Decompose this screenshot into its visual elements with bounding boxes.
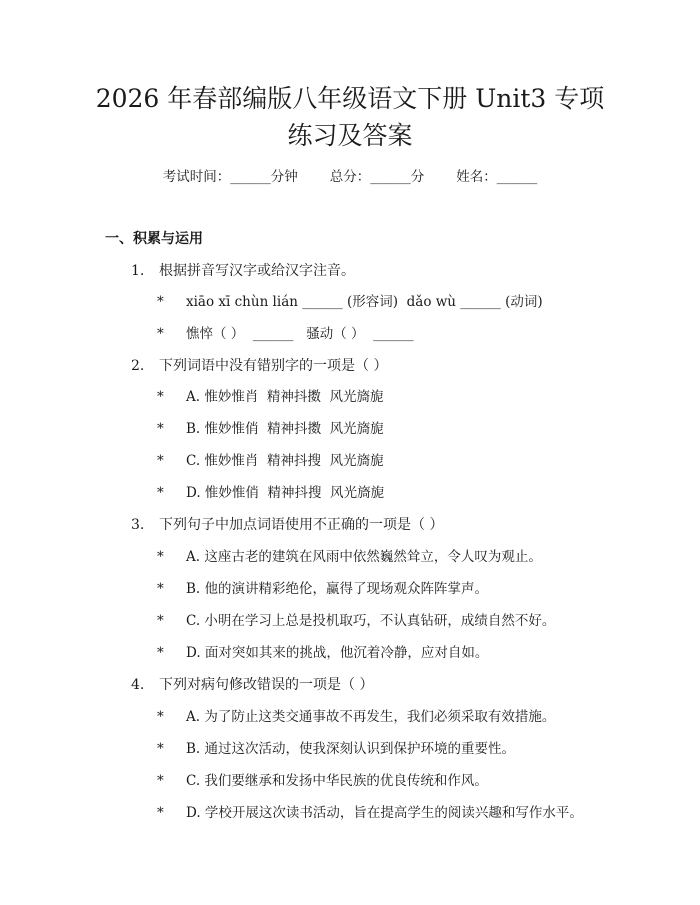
exam-info-line [0,167,700,187]
option-a [157,547,542,567]
option-text: B. 通过这次活动，使我深刻认识到保护环境的重要性。 [186,741,516,757]
question-number: 2. [131,358,145,374]
bullet-star-icon: * [157,453,164,469]
option-text: B. 他的演讲精彩绝伦，赢得了现场观众阵阵掌声。 [186,581,489,597]
option-b [157,419,384,439]
item-text: 憔悴（ ） ______ 骚动（ ） ______ [186,326,414,342]
question-stem: 下列对病句修改错误的一项是（ ） [159,677,374,693]
bullet-star-icon: * [157,773,164,789]
question-number: 3. [131,517,145,533]
bullet-star-icon: * [157,709,164,725]
option-text: C. 我们要继承和发扬中华民族的优良传统和作风。 [186,773,488,789]
bullet-star-icon: * [157,741,164,757]
exam-time-field: 考试时间：______分钟 [162,169,298,185]
option-text: C. 惟妙惟肖 精神抖搜 风光旖旎 [186,453,384,469]
document-title-line-1: 2026 年春部编版八年级语文下册 Unit3 专项 [95,84,605,113]
option-a [157,707,555,727]
option-text: D. 面对突如其来的挑战，他沉着冷静，应对自如。 [186,645,489,661]
total-score-field: 总分：______分 [329,169,425,185]
option-text: C. 小明在学习上总是投机取巧，不认真钻研，成绩自然不好。 [186,613,556,629]
list-item [157,292,543,312]
question-number: 1. [131,263,145,279]
option-d [157,643,488,663]
bullet-star-icon: * [157,613,164,629]
bullet-star-icon: * [157,485,164,501]
question-2 [131,356,387,376]
option-text: D. 惟妙惟俏 精神抖搜 风光旖旎 [186,485,385,501]
question-3 [131,515,443,535]
list-item [157,324,414,344]
student-name-field: 姓名：______ [456,169,538,185]
bullet-star-icon: * [157,581,164,597]
item-text: xiāo xī chùn lián ______ (形容词) dǎo wù ______ (动词) [186,294,543,310]
question-1 [131,261,355,281]
question-stem: 下列词语中没有错别字的一项是（ ） [159,358,388,374]
section-heading: 一、积累与运用 [105,231,203,247]
option-text: A. 为了防止这类交通事故不再发生，我们必须采取有效措施。 [186,709,556,725]
document-title-line-2: 练习及答案 [287,121,413,150]
option-c [157,611,555,631]
bullet-star-icon: * [157,326,164,342]
question-stem: 下列句子中加点词语使用不正确的一项是（ ） [159,517,444,533]
question-4 [131,675,373,695]
option-text: B. 惟妙惟俏 精神抖擞 风光旖旎 [186,421,384,437]
option-text: A. 这座古老的建筑在风雨中依然巍然耸立，令人叹为观止。 [186,549,542,565]
option-text: D. 学校开展这次读书活动，旨在提高学生的阅读兴趣和写作水平。 [186,805,583,821]
question-number: 4. [131,677,145,693]
bullet-star-icon: * [157,645,164,661]
option-c [157,451,384,471]
option-d [157,483,384,503]
bullet-star-icon: * [157,294,164,310]
option-c [157,771,488,791]
question-stem: 根据拼音写汉字或给汉字注音。 [159,263,355,279]
option-b [157,579,488,599]
option-d [157,803,583,823]
option-b [157,739,515,759]
bullet-star-icon: * [157,389,164,405]
bullet-star-icon: * [157,421,164,437]
bullet-star-icon: * [157,549,164,565]
bullet-star-icon: * [157,805,164,821]
option-a [157,387,384,407]
option-text: A. 惟妙惟肖 精神抖擞 风光旖旎 [186,389,384,405]
